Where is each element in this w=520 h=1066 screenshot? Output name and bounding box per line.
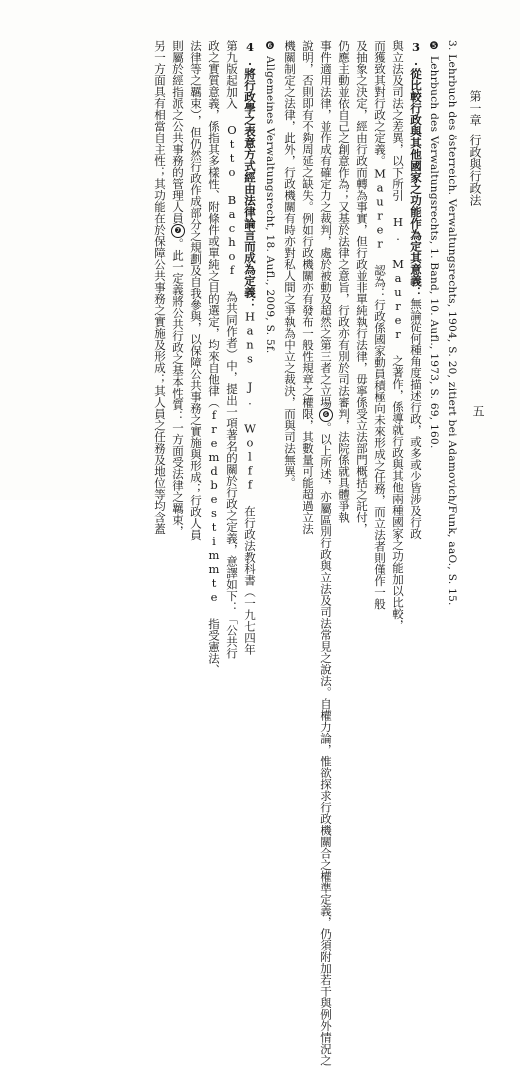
footnote-3-citation: Allgemeines Verwaltungsrecht, 18. Aufl., 2009, S. 5f.: [264, 55, 276, 354]
section-4-line: 政之實質意義，係指其多樣性、附條件或單純之目的選定，均來自他律（fremdbestimmte 指受憲法、: [207, 40, 221, 676]
section-4-line: Hans J. Wolff 在行政法教科書（一九七四年: [243, 309, 257, 655]
section-4-line: 另一方面具有相當自主性；其功能在於保障公共事務之實施及形成；其人員之任務及地位等均含蓋: [153, 40, 167, 535]
section-4-first-line: [242, 40, 258, 655]
section-3-line: [318, 40, 334, 1066]
section-4-line: 第九版起加入 Otto Bachof 為共同作者）中，提出一項著名的關於行政之定義，意譯如下：「公共行: [225, 40, 239, 659]
footnote-2: [426, 40, 442, 470]
section-3-line: 仍應主動並依自己之創意作為；又基於法律之意旨，行政亦有別於司法審判，法院係就具體爭執: [337, 40, 351, 523]
running-head: [468, 90, 484, 206]
section-4-line: [170, 40, 186, 537]
footnote-1: [444, 40, 460, 606]
chapter-label: 第一章: [468, 90, 482, 126]
footnote-1-citation: Lehrbuch des österreich. Verwaltungsrechts, 1904, S. 20, zitiert bei Adamovich/Funk, aaO., S. 15.: [446, 54, 458, 606]
section-3-first-line: [408, 40, 424, 540]
section-3-line: 而獲致其對行政之定義。Maurer 認為：行政係國家動員積極向未來形成之任務，而立法者則僅作一般: [373, 40, 387, 610]
section-3-line: 及抽象之決定，經由行政而轉為事實，但行政並非單純執行法律，毋寧係受立法部門概括之託付，: [355, 40, 369, 535]
footnote-1-marker: 3.: [446, 40, 458, 51]
chapter-title: 行政與行政法: [468, 134, 482, 206]
section-3-line: 說明，否則即有不夠周延之缺失。例如行政機關亦有發布一般性規章之權限，其數量可能超過立法: [301, 40, 315, 535]
footnote-ref-marker: ❼: [171, 224, 185, 238]
section-4-heading: 4.將行政學之表意方式經由法律論言而成為定義：: [243, 40, 257, 310]
section-3-line: 與立法及司法之差異，以下所引 H. Maurer 之著作，係導就行政與其他兩種國家之功能加以比較，: [391, 40, 405, 631]
section-4-line: 法律等之羈束），但仍然行政作成部分之規劃及自我參與，以保障公共事務之實施與形成；行政人員: [189, 40, 203, 541]
footnote-ref-marker: ❻: [319, 408, 333, 422]
section-4-line-text: 則屬於經指派之公共事務的管理人員: [171, 40, 185, 224]
footnote-2-citation: Lehrbuch des Verwaltungsrechts, 1. Band, 10. Aufl., 1973, S. 69, 160.: [428, 55, 440, 449]
section-3-heading: 3.從比較行政與其他國家之功能作為定其意義：: [409, 40, 423, 298]
section-3-continuation: 。以上所述，亦屬區別行政與立法及司法常見之說法。自權力論，惟欲探求行政機關合之權準定義，仍須附加若干與例外情況之: [319, 422, 333, 1066]
section-4-tail: 。此一定義將公共行政之基本性質：一方面受法律之羈束，: [171, 238, 185, 537]
footnote-3: [262, 40, 278, 470]
footnote-3-marker: ❻: [264, 40, 276, 53]
section-3-line: 機關制定之法律，此外，行政機關有時亦對私人間之爭執為中立之裁決，而與司法無異。: [283, 40, 297, 489]
section-3-line-text: 事件適用法律，並作成有確定力之裁判，處於被動及超然之第三者之立場: [319, 40, 333, 408]
footnote-2-marker: ❺: [428, 40, 440, 53]
page-number: 五: [471, 405, 485, 417]
section-3-line: 無論從何種角度描述行政，或多或少皆涉及行政: [409, 298, 423, 540]
